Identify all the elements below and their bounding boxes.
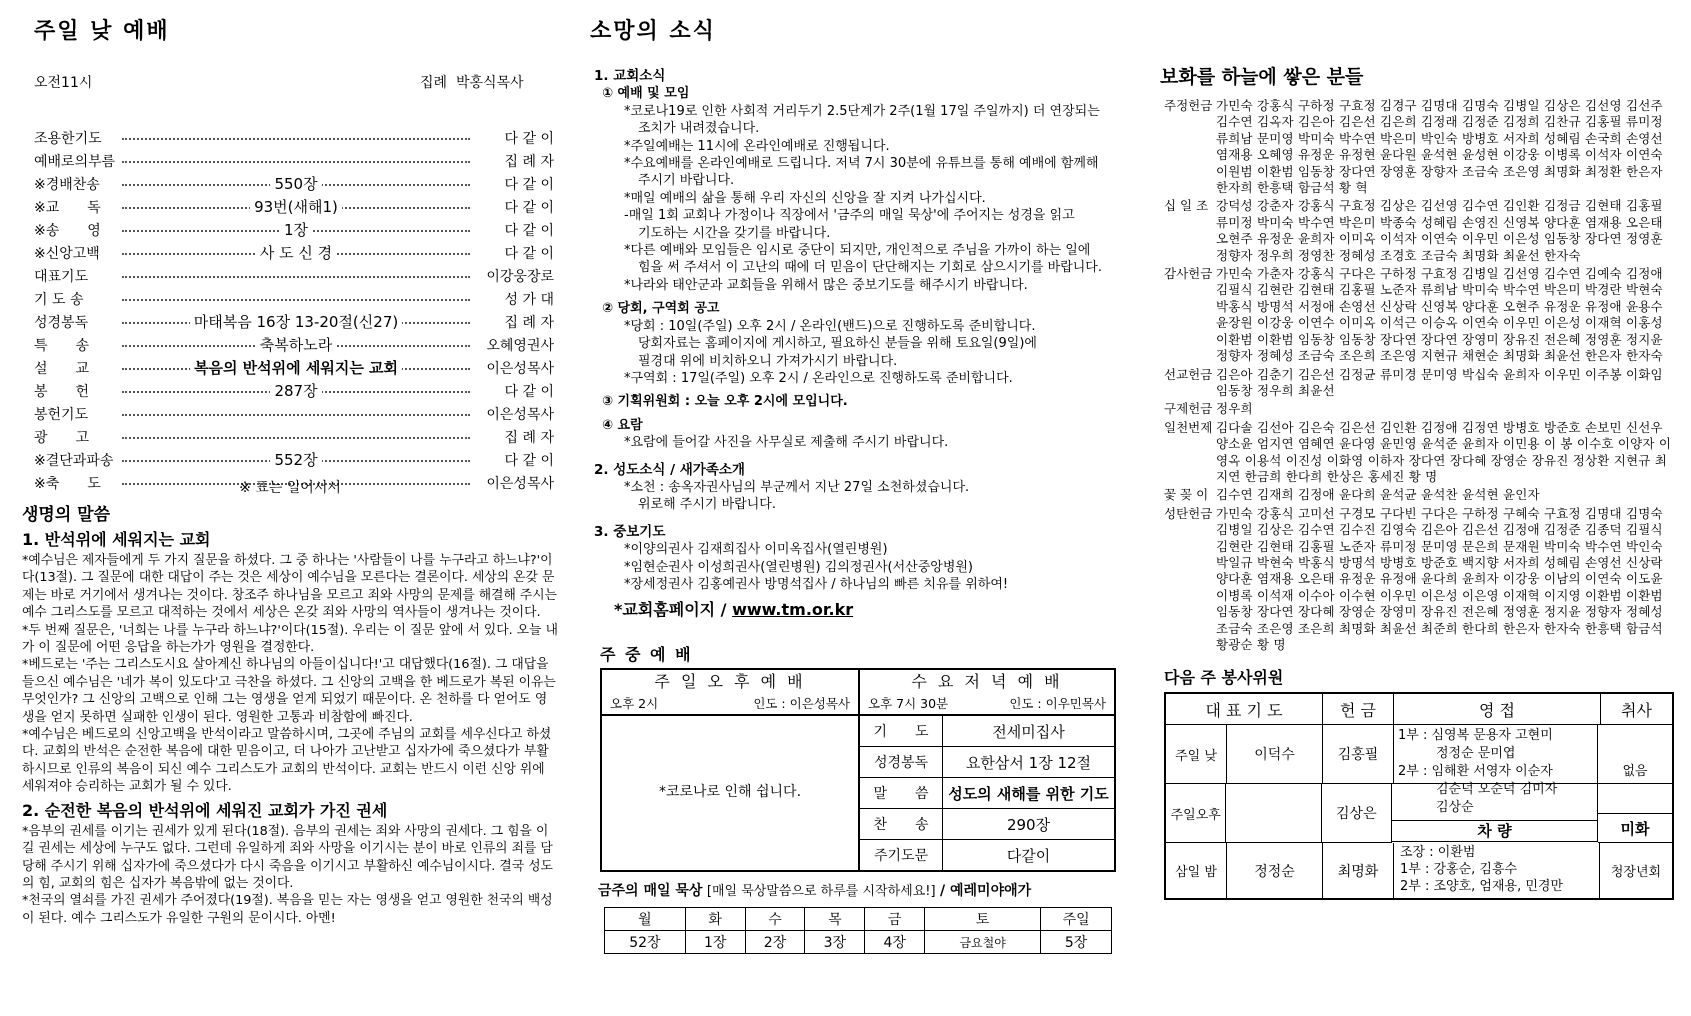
news-line: 당회자료는 홈페이지에 게시하고, 필요하신 분들을 위해 토요일(9일)에 — [638, 336, 1037, 352]
order-label: ※송 영 — [34, 222, 101, 239]
wednesday-row-key: 말 씀 — [860, 778, 943, 808]
sunday-pm-title: 주 일 오 후 예 배 — [654, 672, 806, 691]
order-label: ※경배찬송 — [34, 176, 100, 193]
wednesday-row-value: 요한삼서 1장 12절 — [965, 753, 1092, 772]
wednesday-title: 수 요 저 녁 예 배 — [911, 672, 1063, 691]
order-label: 성경봉독 — [34, 314, 89, 331]
order-row — [34, 379, 554, 402]
standing-note: ※ 표는 일어서서 — [239, 480, 341, 496]
car-line: 1부 : 강홍순, 김흥수 — [1400, 862, 1518, 877]
order-leader: 다 같 이 — [504, 452, 554, 469]
order-label: 특 송 — [34, 337, 90, 354]
news-line: 위로해 주시기 바랍니다. — [638, 497, 776, 513]
offering-group — [1164, 487, 1672, 503]
news-line: *코로나19로 인한 사회적 거리두기 2.5단계가 2주(1월 17일 주일까지) 더 연장되는 — [624, 103, 1100, 119]
sunday-pm-leader: 인도 : 이은성목사 — [753, 696, 850, 711]
order-content-wrap — [120, 195, 472, 218]
servants-row-sunday-pm — [1166, 784, 1392, 843]
offering-category: 일천번제 — [1164, 419, 1213, 435]
daily-day: 주일 — [1041, 908, 1112, 931]
sermon-paragraph: *음부의 권세를 이기는 권세가 있게 된다(18절). 음부의 권세는 죄와 사망의 권세다. 그 힘을 이길 권세는 세상에 누구도 없다. 그런데 유일하게 죄와 사망을 이기시는 분이 바로 인류의 죄를 담당해 주시기 위해 십자가에 죽으셨다가 다시 죽음을 이기시고 부활하신 예수님이시다. 결국 성도의 힘, 교회의 힘은 십자가 복음밖에 없는 것이다. — [22, 823, 553, 891]
news-line: 조치가 내려졌습니다. — [638, 121, 760, 137]
servants-header — [1166, 694, 1672, 725]
news-line: 기도하는 시간을 갖기를 바랍니다. — [638, 225, 831, 241]
order-leader: 집 례 자 — [504, 429, 554, 446]
worship-presider: 집례 박홍식목사 — [420, 75, 524, 91]
meal-sunday: 없음 — [1598, 725, 1672, 814]
order-content: 93번(새해1) — [250, 196, 342, 217]
news-section-3-lines — [594, 541, 1114, 593]
header-greeting: 영 접 — [1394, 694, 1601, 724]
offering-names: 가민숙 강홍식 구하정 구효정 김경구 김명대 김명숙 김병일 김상은 김선영 김선주 김수연 김옥자 김은아 김은선 김은희 김정래 김정준 김정희 김찬규 김홍필 류미정 류희남 문미영 박미숙 박수연 박은미 박인숙 방병호 서자희 성혜림 손국희 손영선 염재용 오혜영 유정운 유정현 윤다원 윤석현 윤성현 이강웅 이병록 이석자 이연숙 이원범 이환범 임동창 장다연 장영훈 장향자 조금숙 조은영 최명화 최정환 한은자 한자희 한흥택 함금석 황 혁 — [1216, 98, 1663, 196]
offering-group — [1164, 198, 1672, 264]
order-label: 봉 헌 — [34, 383, 90, 400]
sunday-pm-time: 오후 2시 — [610, 696, 659, 711]
order-row — [34, 126, 554, 149]
order-leader: 이강웅장로 — [486, 268, 554, 285]
svc-sunday: 주일 낮 — [1166, 725, 1227, 783]
midweek-title: 주 중 예 배 — [600, 645, 693, 664]
servants-row-wednesday — [1166, 843, 1672, 898]
sunday-pm-meta — [602, 694, 858, 716]
order-leader: 다 같 이 — [504, 383, 554, 400]
wednesday-row-key: 찬 송 — [860, 809, 943, 839]
order-label: 조용한기도 — [34, 130, 102, 147]
sermon-paragraph: *두 번째 질문은, '너희는 나를 누구라 하느냐?'이다(15절). 우리는 이 질문 앞에 서 있다. 오늘 내가 이 질문에 어떤 응답을 하는가가 영원을 결정한다. — [22, 622, 558, 656]
order-content-wrap — [120, 356, 472, 379]
news-sub-1a-lines — [594, 103, 1114, 294]
greeting-line: 2부 : 임해환 서영자 이순자 — [1398, 764, 1553, 779]
order-label: 광 고 — [34, 429, 90, 446]
homepage-line — [614, 601, 1114, 618]
prayer-sunday-pm — [1226, 784, 1321, 842]
offer-wednesday: 최명화 — [1323, 843, 1394, 898]
daily-chapter: 1장 — [685, 931, 745, 954]
order-row — [34, 310, 554, 333]
svc-wednesday: 삼일 밤 — [1166, 843, 1227, 898]
offering-group — [1164, 367, 1672, 400]
homepage-label: *교회홈페이지 / — [614, 600, 733, 620]
order-label: ※축 도 — [34, 475, 101, 492]
wednesday-row — [860, 778, 1114, 809]
offering-group — [1164, 420, 1672, 486]
order-content-wrap — [120, 287, 472, 310]
news-sub-1b-lines — [594, 318, 1114, 388]
sermon-point-1-body — [22, 552, 558, 796]
daily-chapter: 52장 — [605, 931, 686, 954]
sermon-point-2: 2. 순전한 복음의 반석위에 세워진 교회가 가진 권세 — [22, 800, 388, 820]
order-content-wrap — [120, 126, 472, 149]
news-line: *장세정권사 김홍예권사 방명석집사 / 하나님의 빠른 치유를 위하여! — [624, 576, 1009, 592]
daily-day: 토 — [925, 908, 1041, 931]
news-sub-1d-lines — [594, 434, 1114, 451]
order-row — [34, 333, 554, 356]
news-line: *다른 예배와 모임들은 임시로 중단이 되지만, 개인적으로 주님을 가까이 하는 일에 — [624, 243, 1091, 259]
wednesday-row — [860, 747, 1114, 778]
news-line: *나라와 태안군과 교회들을 위해서 많은 중보기도를 해주시기 바랍니다. — [624, 277, 1028, 293]
header-offering: 헌 금 — [1323, 694, 1394, 724]
daily-chapter: 4장 — [865, 931, 925, 954]
order-leader: 다 같 이 — [504, 176, 554, 193]
news-title: 소망의 소식 — [590, 19, 716, 44]
news-line: 필경대 위에 비치하오니 가져가시기 바랍니다. — [638, 353, 898, 369]
order-content-wrap — [120, 448, 472, 471]
offerings-list — [1164, 98, 1672, 655]
daily-day: 월 — [605, 908, 686, 931]
wednesday-row — [860, 716, 1114, 747]
offer-sunday: 김홍필 — [1323, 725, 1394, 783]
order-label: ※결단과파송 — [34, 452, 114, 469]
sermon-paragraph: *예수님은 제자들에게 두 가지 질문을 하셨다. 그 중 하나는 '사람들이 나를 누구라고 하느냐?'이다(13절). 그 질문에 대한 대답이 주는 것은 세상이 예수님을 모른다는 결론이다. 세상의 온갖 문제는 바로 거기에서 생겨나는 것이다. 창조주 하나님을 모르고 죄와 사망의 문제를 해결해 주시는 예수 그리스도를 모르고 대적하는 것에서 세상은 온갖 죄와 사망의 역사들이 생겨나는 것이다. — [22, 553, 557, 621]
order-content: 550장 — [270, 173, 321, 194]
prayer-wednesday: 정정순 — [1227, 843, 1323, 898]
order-row — [34, 402, 554, 425]
news-section-3: 3. 중보기도 — [594, 523, 666, 540]
order-content-wrap — [120, 333, 472, 356]
news-line: *당회 : 10일(주일) 오후 2시 / 온라인(밴드)으로 진행하도록 준비합니다. — [624, 318, 1036, 334]
offering-names: 김은아 김춘기 김은선 김정균 류미경 문미영 박십숙 윤희자 이우민 이주봉 이화임 임동창 정우희 최윤선 — [1216, 366, 1663, 398]
news-line: *이양의권사 김재희집사 이미옥집사(열린병원) — [624, 542, 888, 558]
sermon-paragraph: *천국의 열쇠를 가진 권세가 주어졌다(19절). 복음을 믿는 자는 영생을 얻고 영원한 천국의 백성이 된다. 예수 그리스도가 유일한 구원의 문이시다. 아멘! — [22, 893, 553, 926]
daily-title: 금주의 매일 묵상 — [598, 883, 703, 899]
wednesday-row-key: 주기도문 — [860, 840, 943, 870]
sermon-title: 생명의 말씀 — [22, 505, 111, 525]
offering-names: 가민숙 가춘자 강홍식 구다은 구하정 구효정 김병일 김선영 김수연 김예숙 김정애 김필식 김현란 김현태 김홍필 노준자 류희남 박미숙 박수연 박은미 박경란 박현숙 박홍식 방명석 서정애 손영선 신상락 신영복 양다훈 오현주 유정운 유정애 윤용수 윤장원 이강웅 이연수 이미옥 이석근 이승옥 이연숙 이우민 이은성 이재혁 이홍성 이환범 이환범 임동창 임동창 장다연 장다연 장영미 장유진 전은혜 정영훈 정지윤 정향자 정혜성 조금숙 조은희 조은영 지현규 채현순 최명화 최윤선 한은자 한자숙 — [1216, 266, 1663, 364]
order-leader: 성 가 대 — [504, 291, 554, 308]
car-line: 조장 : 이환범 — [1400, 845, 1476, 860]
offering-group — [1164, 506, 1672, 654]
order-row — [34, 172, 554, 195]
order-content-wrap — [120, 241, 472, 264]
wednesday-row-key: 성경봉독 — [860, 747, 943, 777]
meal-wednesday: 청장년회 — [1610, 865, 1662, 880]
news-sub-1d: ④ 요람 — [602, 417, 643, 433]
news-line: *주일예배는 11시에 온라인예배로 진행됩니다. — [624, 138, 890, 154]
order-leader: 다 같 이 — [504, 130, 554, 147]
order-content: 마태복음 16장 13-20절(신27) — [190, 311, 402, 332]
order-label: 대표기도 — [34, 268, 89, 285]
greeting-line: 정정순 문미엽 — [1436, 746, 1516, 761]
daily-chapter: 2장 — [745, 931, 805, 954]
beauty-title: 미화 — [1598, 814, 1672, 843]
wednesday-leader: 인도 : 이우민목사 — [1009, 696, 1106, 711]
news-line: -매일 1회 교회나 가정이나 직장에서 '금주의 매일 묵상'에 주어지는 성경을 읽고 — [624, 208, 1075, 224]
order-leader: 이은성목사 — [486, 360, 554, 377]
order-leader: 오혜영권사 — [486, 337, 554, 354]
news-line: *임현순권사 이성희권사(열린병원) 김의정권사(서산중앙병원) — [624, 559, 974, 575]
order-of-worship — [34, 126, 554, 494]
order-label: 예배로의부름 — [34, 153, 116, 170]
greeting-line: 김순덕 오순덕 김미자 — [1436, 782, 1558, 797]
order-row — [34, 241, 554, 264]
car-line: 2부 : 조양호, 엄재용, 민경만 — [1400, 879, 1564, 894]
daily-chapter: 3장 — [805, 931, 865, 954]
order-leader: 다 같 이 — [504, 222, 554, 239]
wednesday-worship — [860, 670, 1114, 870]
offering-category: 십 일 조 — [1164, 198, 1209, 214]
news-line: *수요예배를 온라인예배로 드립니다. 저녁 7시 30분에 유튜브를 통해 예배에 함께해 — [624, 156, 1099, 172]
order-content-wrap — [120, 379, 472, 402]
daily-table — [604, 907, 1112, 954]
order-row — [34, 287, 554, 310]
order-leader: 다 같 이 — [504, 245, 554, 262]
servants-title: 다음 주 봉사위원 — [1164, 668, 1284, 687]
order-content-wrap — [120, 218, 472, 241]
news-line: *요람에 들어갈 사진을 사무실로 제출해 주시기 바랍니다. — [624, 435, 949, 451]
sermon-point-2-body — [22, 823, 558, 927]
news-body — [594, 62, 1114, 619]
worship-title: 주일 낮 예배 — [34, 19, 170, 44]
wednesday-row-value: 290장 — [1006, 815, 1051, 834]
offering-category: 주정헌금 — [1164, 98, 1213, 113]
car-title: 차 량 — [1392, 821, 1598, 842]
offering-category: 선교헌금 — [1164, 366, 1213, 382]
offering-category: 구제헌금 — [1164, 401, 1213, 417]
wednesday-row-value: 전세미집사 — [992, 722, 1065, 741]
greeting-cell — [1392, 725, 1598, 821]
daily-book: / 예레미야애가 — [940, 883, 1032, 899]
offering-names: 강덕성 강춘자 강홍식 구효정 김상은 김선영 김수연 김인환 김정금 김현태 김홍필 류미정 박미숙 박수연 박은미 박종숙 성혜림 손영진 신영복 양다훈 염재용 오은태 오현주 유정운 윤희자 이미옥 이석자 이연숙 이우민 이은성 임동창 장다연 정영훈 정향자 정우희 정영찬 정혜성 조경호 조금숙 최명화 최윤선 한자숙 — [1216, 198, 1663, 263]
wednesday-row-value: 성도의 새해를 위한 기도 — [948, 784, 1109, 803]
offering-names: 김수연 김재희 김정애 윤다희 윤석균 윤석찬 윤석현 윤인자 — [1216, 487, 1540, 503]
news-line: 힘을 써 주셔서 이 고난의 때에 더 믿음이 단단해지는 기회로 삼으시기를 바랍니다. — [638, 260, 1103, 276]
order-label: ※교 독 — [34, 199, 101, 216]
offerings-title: 보화를 하늘에 쌓은 분들 — [1160, 66, 1364, 88]
order-content-wrap — [120, 264, 472, 287]
news-line: 주시기 바랍니다. — [638, 173, 735, 189]
order-content: 축복하노라 — [256, 334, 336, 355]
order-content-wrap — [120, 402, 472, 425]
news-line: *구역회 : 17일(주일) 오후 2시 / 온라인으로 진행하도록 준비합니다. — [624, 370, 1013, 386]
daily-day: 목 — [805, 908, 865, 931]
news-section-2-lines — [594, 479, 1114, 514]
wednesday-row — [860, 840, 1114, 870]
midweek-box — [600, 668, 1116, 872]
daily-day: 수 — [745, 908, 805, 931]
order-leader: 이은성목사 — [486, 406, 554, 423]
daily-chapters-row — [605, 931, 1112, 954]
header-prayer: 대 표 기 도 — [1166, 694, 1323, 724]
sermon-paragraph: *예수님은 베드로의 신앙고백을 반석이라고 말씀하시며, 그곳에 주님의 교회를 세우신다고 하셨다. 교회의 반석은 순전한 복음에 대한 믿음이고, 더 나아가 고난받고 십자가에 죽으셨다가 부활하시므로 인류의 복음이 되신 예수 그리스도가 교회의 반석이다. 교회는 반드시 이런 신앙 위에 세워져야 승리하는 교회가 될 수 있다. — [22, 727, 552, 795]
order-content: 사 도 신 경 — [256, 242, 336, 263]
daily-day: 화 — [685, 908, 745, 931]
order-row — [34, 149, 554, 172]
offering-category: 성탄헌금 — [1164, 505, 1213, 521]
offering-category: 감사헌금 — [1164, 266, 1213, 282]
order-leader: 이은성목사 — [486, 475, 554, 492]
daily-days-row — [605, 908, 1112, 931]
offering-category: 꽃 꽂 이 — [1164, 487, 1209, 503]
news-sub-1c: ③ 기획위원회 : 오늘 오후 2시에 모입니다. — [602, 394, 848, 410]
offering-names: 김다솔 김선아 김은숙 김은선 김인환 김정애 김정연 방병호 방준호 손보민 신선우 양소윤 엄지연 염혜연 윤다영 윤민영 윤석준 윤희자 이민용 이 봉 이수호 이양자 이영옥 이용석 이진성 이화영 이하자 장다연 장다혜 장영순 장유진 정상환 지현규 최지연 한금희 한다희 한상은 홍세진 황 명 — [1216, 419, 1672, 484]
header-meal: 취사 — [1621, 700, 1652, 720]
order-content-wrap — [120, 425, 472, 448]
order-leader: 집 례 자 — [504, 314, 554, 331]
wednesday-time: 오후 7시 30분 — [868, 696, 949, 711]
news-sub-1a: ① 예배 및 모임 — [602, 86, 690, 102]
greeting-line: 1부 : 심영복 문용자 고현미 — [1398, 728, 1553, 743]
order-content: 552장 — [270, 449, 321, 470]
wednesday-row — [860, 809, 1114, 840]
order-label: 설 교 — [34, 360, 90, 377]
offering-group — [1164, 401, 1672, 417]
wednesday-rows — [860, 716, 1114, 870]
order-leader: 집 례 자 — [504, 153, 554, 170]
news-line: *매일 예배의 삶을 통해 우리 자신의 신앙을 잘 지켜 나가십시다. — [624, 190, 986, 206]
order-content-wrap — [120, 172, 472, 195]
offering-names: 가민숙 강홍식 고미선 구경모 구다빈 구다은 구하정 구혜숙 구효정 김명대 김명숙 김병일 김상은 김수연 김수진 김영숙 김은아 김은선 김정애 김정준 김종덕 김필식 김현란 김현태 김홍필 노준자 류미정 문미영 문은희 문재원 박미숙 박수연 박인숙 박일규 박현숙 박홍식 방명석 방병호 방준호 백지향 서자희 성혜림 손영선 신상락 양다훈 염재용 오은태 유정운 유정애 윤다희 윤희자 이강웅 이남의 이연숙 이도윤 이병록 이석재 이수아 이수현 이우민 이은성 이은영 이재혁 이지영 이환범 이환범 임동창 장다연 장다혜 장영순 장영미 장유진 전은혜 정영훈 정지윤 정향자 정혜성 조금숙 조은영 조은희 최명화 최윤선 최준희 한다희 한은자 한자숙 한흥택 함금석 황광순 황 명 — [1216, 505, 1663, 652]
order-row — [34, 264, 554, 287]
order-row — [34, 356, 554, 379]
offering-group — [1164, 266, 1672, 364]
homepage-link[interactable]: www.tm.or.kr — [732, 600, 854, 620]
order-content-wrap — [120, 149, 472, 172]
worship-time: 오전11시 — [34, 75, 93, 91]
order-leader: 다 같 이 — [504, 199, 554, 216]
wednesday-meta — [860, 694, 1114, 716]
order-row — [34, 218, 554, 241]
sunday-pm-body: *코로나로 인해 쉽니다. — [658, 784, 802, 800]
sermon-point-1: 1. 반석위에 세워지는 교회 — [22, 530, 211, 549]
svc-sunday-pm: 주일오후 — [1166, 784, 1226, 842]
daily-sub: [매일 묵상말씀으로 하루를 시작하세요!] — [706, 884, 936, 899]
wednesday-row-value: 다같이 — [1006, 846, 1051, 865]
daily-chapter: 금요철야 — [925, 931, 1041, 954]
offering-group — [1164, 98, 1672, 196]
prayer-sunday: 이덕수 — [1227, 725, 1323, 783]
order-content-wrap — [120, 310, 472, 333]
order-label: ※신앙고백 — [34, 245, 100, 262]
daily-chapter: 5장 — [1041, 931, 1112, 954]
servants-table — [1164, 692, 1674, 900]
sermon-paragraph: *베드로는 '주는 그리스도시요 살아계신 하나님의 아들이십니다!'고 대답했다(16절). 그 대답을 들으신 예수님은 '네가 복이 있도다'고 극찬을 하셨다. 그 신앙의 고백을 한 베드로가 복된 이유는 무엇인가? 그 신앙의 고백으로 인해 그는 영생을 얻게 되었기 때문이다. 온 천하를 다 얻어도 영생을 얻지 못하면 실패한 인생이 된다. 영원한 고통과 비참함에 빠진다. — [22, 657, 556, 725]
order-row — [34, 195, 554, 218]
order-label: 봉헌기도 — [34, 406, 89, 423]
order-label: 기 도 송 — [34, 291, 84, 308]
wednesday-row-key: 기 도 — [860, 716, 943, 746]
news-section-1: 1. 교회소식 — [594, 68, 666, 84]
sermon — [22, 500, 558, 927]
news-section-2: 2. 성도소식 / 새가족소개 — [594, 461, 745, 478]
daily-header — [598, 880, 1031, 900]
offer-sunday-pm: 김상은 — [1322, 784, 1392, 842]
news-sub-1b: ② 당회, 구역회 공고 — [602, 301, 720, 317]
daily-day: 금 — [865, 908, 925, 931]
order-content: 1장 — [280, 219, 312, 240]
sunday-pm-worship — [602, 670, 860, 870]
order-row — [34, 425, 554, 448]
news-line: *소천 : 송옥자권사님의 부군께서 지난 27일 소천하셨습니다. — [624, 479, 970, 495]
order-content: 복음의 반석위에 세워지는 교회 — [190, 357, 402, 378]
offering-names: 정우희 — [1216, 401, 1253, 417]
greeting-line: 김상순 — [1436, 800, 1474, 815]
order-content: 287장 — [270, 380, 321, 401]
car-cell — [1394, 843, 1600, 898]
order-row — [34, 448, 554, 471]
